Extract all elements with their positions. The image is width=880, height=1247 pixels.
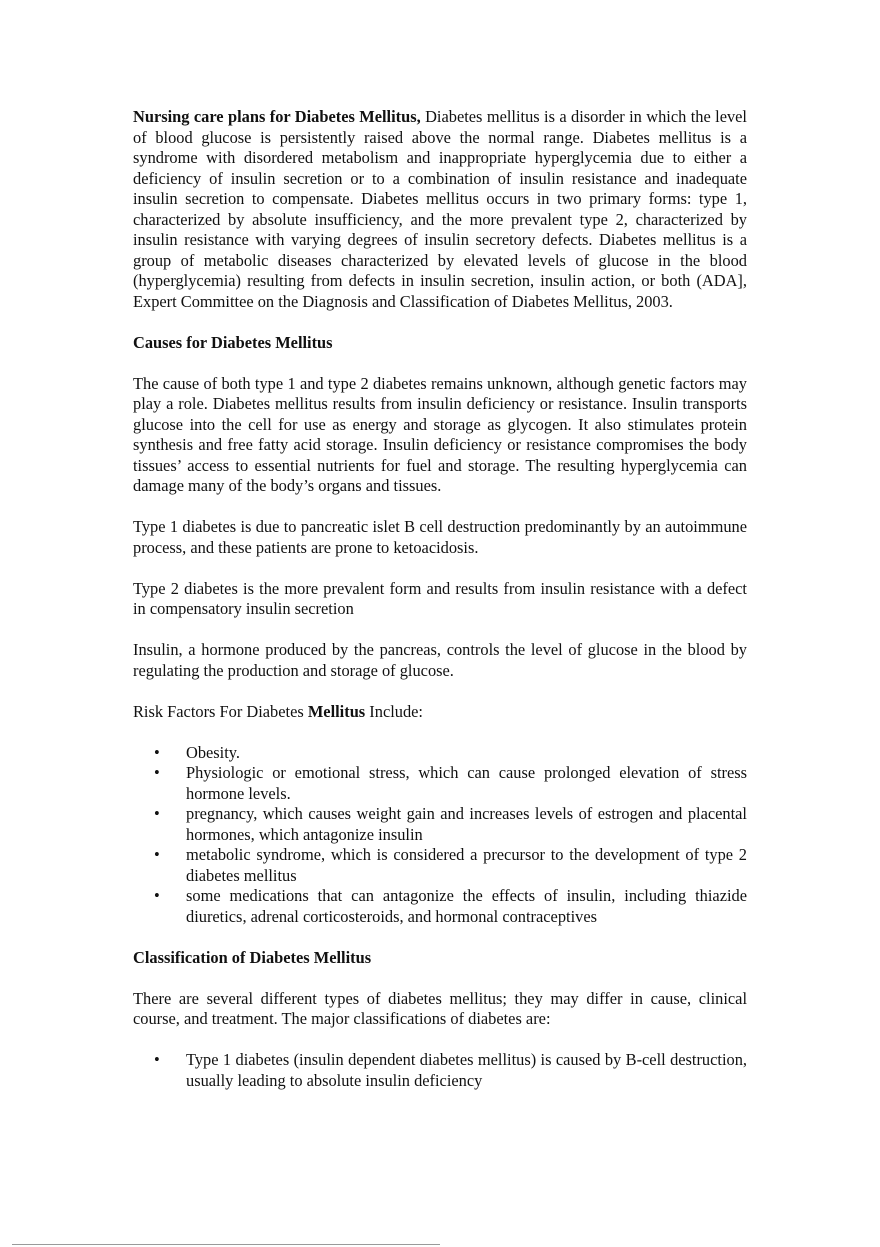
footnote-divider [12,1244,440,1245]
risk-factors-intro [133,702,747,723]
causes-paragraph-4: Insulin, a hormone produced by the pancreas, controls the level of glucose in the blood by regulating the production and storage of glucose. [133,640,747,680]
intro-text: Diabetes mellitus is a disorder in which the level of blood glucose is persistently raised above the normal range. Diabetes mellitus is a syndrome with disordered metabolism and inappropriate hyperglycemia due to either a deficiency of insulin secretion or to a combination of insulin resistance and inadequate insulin secretion to compensate. Diabetes mellitus occurs in two primary forms: type 1, characterized by absolute insufficiency, and the more prevalent type 2, characterized by insulin resistance with varying degrees of insulin secretory defects. Diabetes mellitus is a group of metabolic diseases characterized by elevated levels of glucose in the blood (hyperglycemia) resulting from defects in insulin secretion, insulin action, or both (ADA], Expert Committee on the Diagnosis and Classification of Diabetes Mellitus, 2003. [133,107,747,311]
classification-item: • Type 1 diabetes (insulin dependent diabetes mellitus) is caused by B-cell destruction, usually leading to absolute insulin deficiency [133,1050,747,1091]
causes-heading: Causes for Diabetes Mellitus [133,332,333,352]
intro-title: Nursing care plans for Diabetes Mellitus, [133,107,421,126]
risk-factors-intro-end: Include: [365,701,423,721]
risk-factors-intro-bold: Mellitus [307,701,366,721]
risk-factor-item: • pregnancy, which causes weight gain and increases levels of estrogen and placental hormones, which antagonize insulin [133,804,747,845]
document-page [133,107,747,1112]
risk-factor-item: • Physiologic or emotional stress, which can cause prolonged elevation of stress hormone levels. [133,763,747,804]
causes-paragraph-3: Type 2 diabetes is the more prevalent form and results from insulin resistance with a defect in compensatory insulin secretion [133,578,747,618]
risk-factor-item: • Obesity. [133,743,747,764]
causes-paragraph-2: Type 1 diabetes is due to pancreatic islet B cell destruction predominantly by an autoimmune process, and these patients are prone to ketoacidosis. [133,517,747,557]
classification-paragraph: There are several different types of diabetes mellitus; they may differ in cause, clinical course, and treatment. The major classifications of diabetes are: [133,988,747,1028]
risk-factors-list [133,743,747,928]
intro-paragraph [133,107,747,312]
risk-factor-item: • some medications that can antagonize the effects of insulin, including thiazide diuretics, adrenal corticosteroids, and hormonal contraceptives [133,886,747,927]
classification-list [133,1050,747,1091]
risk-factor-item: • metabolic syndrome, which is considered a precursor to the development of type 2 diabetes mellitus [133,845,747,886]
classification-heading: Classification of Diabetes Mellitus [133,947,372,967]
risk-factors-intro-start: Risk Factors For Diabetes [133,701,308,721]
causes-paragraph-1: The cause of both type 1 and type 2 diabetes remains unknown, although genetic factors may play a role. Diabetes mellitus results from insulin deficiency or resistance. Insulin transports glucose into the cell for use as energy and storage as glycogen. It also stimulates protein synthesis and free fatty acid storage. Insulin deficiency or resistance compromises the body tissues’ access to essential nutrients for fuel and storage. The resulting hyperglycemia can damage many of the body’s organs and tissues. [133,373,747,495]
